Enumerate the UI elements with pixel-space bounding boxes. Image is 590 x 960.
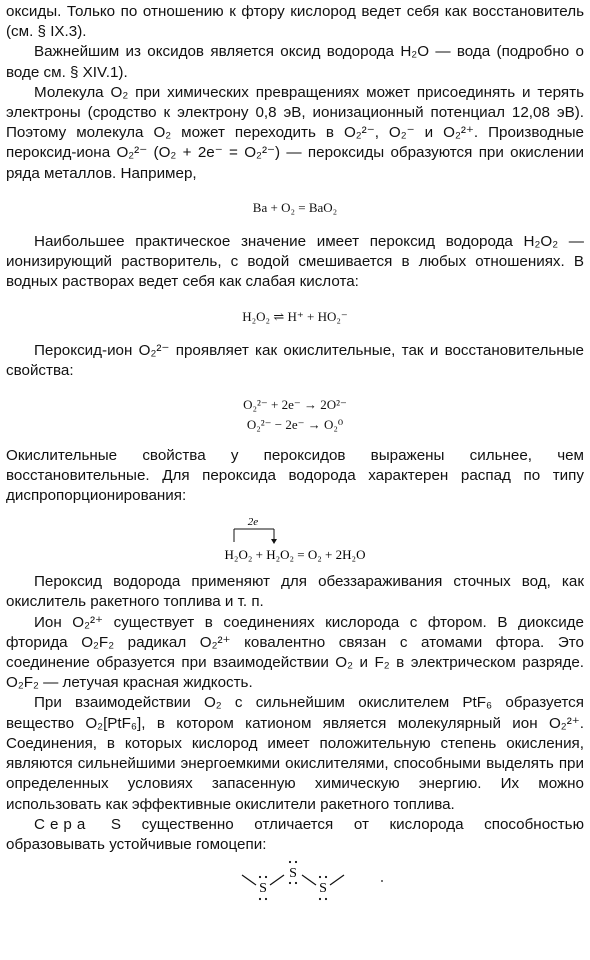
paragraph-water: Важнейшим из оксидов является оксид водорода H₂O — вода (подробно о воде см. § XIV.1).	[6, 43, 584, 81]
sulfur-atom-1: S	[259, 881, 267, 897]
sulfur-text: S существенно отличается от кислорода способностью образовывать устойчивые гомоцепи:	[6, 815, 584, 853]
paragraph-hydrogen-peroxide: Наибольшее практическое значение имеет пероксид водорода H₂O₂ — ионизирующий растворитель, с водой смешивается в любых отношениях. В водных растворах ведет себя как слабая кислота:	[6, 233, 584, 291]
paragraph-ptf6: При взаимодействии O₂ с сильнейшим окислителем PtF₆ образуется вещество O₂[PtF₆], в котором катионом является молекулярный ион O₂²⁺. Соединения, в которых кислород имеет положительную степень окисления, являются сильнейшими энергоемкими окислителями, способными выделять при определенных условиях запасенную химическую энергию. Их можно использовать как эффективные окислители ракетного топлива.	[6, 694, 584, 813]
sulfur-atom-2: S	[289, 866, 297, 882]
page	[6, 2, 584, 905]
paragraph-oxygen-molecule: Молекула O₂ при химических превращениях может присоединять и терять электроны (сродство к электрону 0,8 эВ, ионизационный потенциал 12,08 эВ). Поэтому молекула O₂ может переходить в O₂²⁻, O₂⁻ и O₂²⁺. Производные пероксид-иона O₂²⁻ (O₂ + 2e⁻ = O₂²⁻) — пероксиды образуются при окислении ряда металлов. Например,	[6, 83, 584, 182]
paragraph-peroxide-uses: Пероксид водорода применяют для обеззараживания сточных вод, как окислитель ракетного топлива и т. п.	[6, 573, 584, 611]
paragraph-sulfur	[6, 815, 584, 855]
paragraph-oxides-fluorine: оксиды. Только по отношению к фтору кислород ведет себя как восстановитель (см. § IX.3).	[6, 3, 584, 41]
equation-text: H₂O₂ + H₂O₂ = O₂ + 2H₂O	[224, 547, 366, 563]
sulfur-atom-3: S	[319, 881, 327, 897]
electron-transfer-bracket	[6, 508, 584, 570]
equation-peroxide-oxidation: O₂²⁻ − 2e⁻ → O₂⁰	[246, 417, 344, 433]
electron-label: 2e	[247, 516, 259, 529]
sulfur-chain-diagram	[6, 855, 584, 905]
paragraph-dioxygenyl-fluoride: Ион O₂²⁺ существует в соединениях кислорода с фтором. В диоксиде фторида O₂F₂ радикал O₂²⁺ ковалентно связан с атомами фтора. Это соединение образуется при взаимодействии O₂ и F₂ в электрическом разряде. O₂F₂ — летучая красная жидкость.	[6, 613, 584, 692]
sulfur-chain-svg	[6, 855, 584, 905]
paragraph-peroxide-ion: Пероксид-ион O₂²⁻ проявляет как окислительные, так и восстановительные свойства:	[6, 341, 584, 380]
paragraph-oxidizing-properties: Окислительные свойства у пероксидов выражены сильнее, чем восстановительные. Для пероксида водорода характерен распад по типу диспропорционирования:	[6, 446, 584, 505]
equation-peroxide-reduction: O₂²⁻ + 2e⁻ → 2O²⁻	[243, 397, 347, 413]
equation-peroxide-dissociation: H₂O₂ ⇌ H⁺ + HO₂⁻	[242, 308, 348, 324]
equation-barium-peroxide: Ba + O₂ = BaO₂	[252, 199, 338, 215]
equation-disproportionation	[6, 508, 584, 570]
sulfur-word: Сера	[34, 815, 91, 833]
